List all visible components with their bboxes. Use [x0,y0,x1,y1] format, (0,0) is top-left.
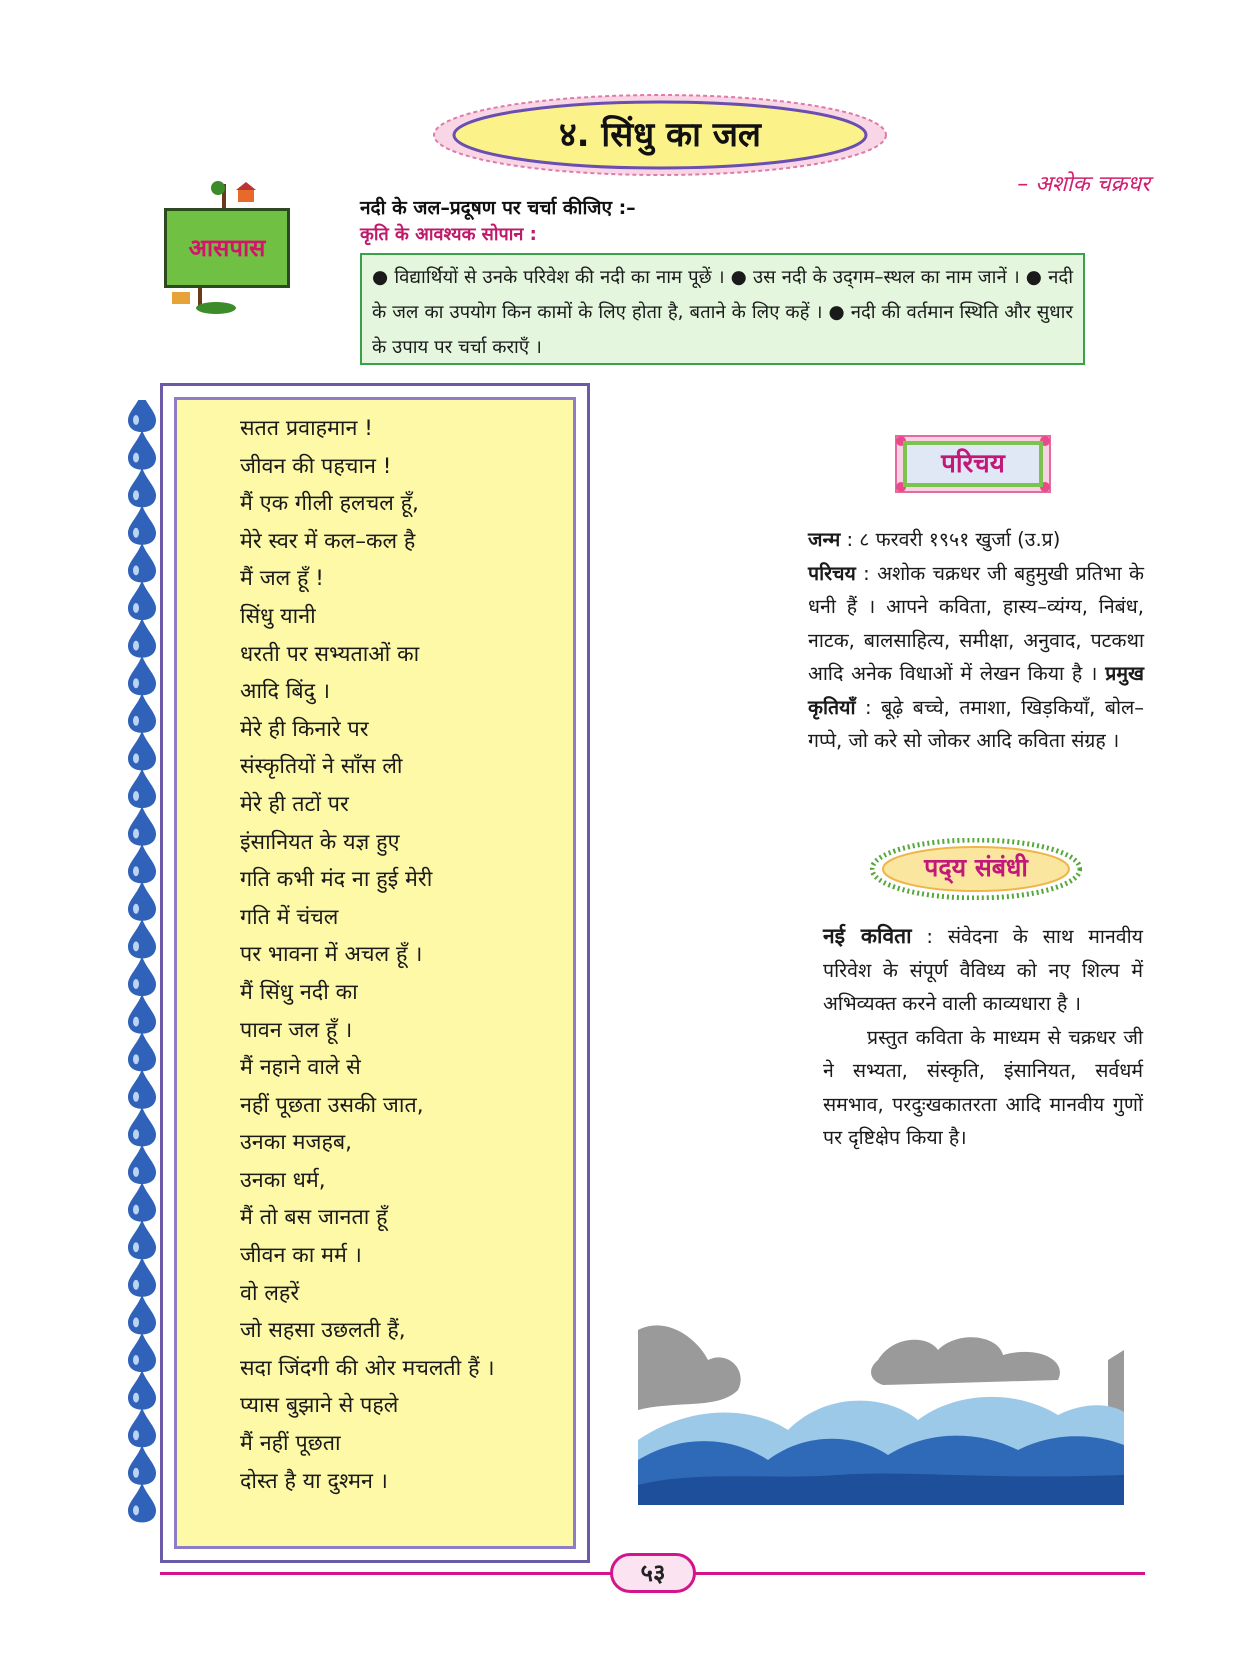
water-drop-icon [128,542,156,582]
poem-line: मेरे स्वर में कल–कल है [240,528,416,554]
poem-line: सदा जिंदगी की ओर मचलती हैं । [240,1355,495,1381]
water-drop-highlight [133,415,139,425]
aaspaas-board-graphic [158,180,298,320]
water-drop-highlight [133,1017,139,1027]
water-drop-highlight [133,490,139,500]
water-drop-icon [128,693,156,733]
note-term: नई कविता [823,924,912,948]
poem-line: प्यास बुझाने से पहले [240,1393,399,1419]
page-number: ५३ [610,1553,696,1593]
water-drops-border [122,400,162,1560]
steps-box: ● विद्यार्थियों से उनके परिवेश की नदी का नाम पूछें । ● उस नदी के उद्‌गम–स्थल का नाम जानें । ● नदी के जल का उपयोग किन कामों के लिए होता है, बताने के लिए कहें । ● नदी की वर्तमान स्थिति और सुधार के उपाय पर चर्चा कराएँ । [360,253,1085,365]
water-drop-icon [128,1106,156,1146]
chapter-title: ४. सिंधु का जल [558,115,761,155]
water-drop-icon [128,1182,156,1222]
poem-line: मैं जल हूँ ! [240,566,324,592]
water-drop-highlight [133,753,139,763]
water-drop-highlight [133,716,139,726]
discussion-heading: नदी के जल–प्रदूषण पर चर्चा कीजिए :– [360,197,636,219]
water-drop-icon [128,730,156,770]
author-name: – अशोक चक्रधर [1017,172,1150,197]
water-drop-highlight [133,1129,139,1139]
water-drop-icon [128,618,156,658]
poem-line: गति कभी मंद ना हुई मेरी [240,867,433,893]
poem-line: संस्कृतियों ने साँस ली [240,754,403,780]
water-drop-highlight [133,791,139,801]
poem-line: सतत प्रवाहमान ! [240,416,373,441]
poem-line: जो सहसा उछलती हैं, [240,1318,406,1344]
water-drop-icon [128,505,156,545]
poem-line: जीवन का मर्म । [240,1243,362,1269]
note-definition: : संवेदना के साथ मानवीय परिवेश के संपूर्ण वैविध्य को नए शिल्प में अभिव्यक्त करने वाली काव्यधारा है । [823,925,1143,1015]
water-drop-highlight [133,1242,139,1252]
poem-line: मैं तो बस जानता हूँ [240,1205,388,1231]
water-drop-icon [128,843,156,883]
water-drop-highlight [133,979,139,989]
water-drop-highlight [133,1430,139,1440]
birth-label: जन्म [808,528,841,551]
water-drop-icon [128,1257,156,1297]
water-drop-icon [128,655,156,695]
works-label: प्रमुख कृतियाँ [808,662,1144,719]
water-drop-highlight [133,904,139,914]
water-drop-highlight [133,1393,139,1403]
poem-line: इंसानियत के यज्ञ हुए [240,829,400,855]
poem-line: मैं नहीं पूछता [240,1431,341,1457]
poem-line: दोस्त है या दुश्मन । [240,1468,388,1494]
water-drop-highlight [133,1355,139,1365]
water-drop-icon [128,1294,156,1334]
water-drop-icon [128,918,156,958]
note-summary: प्रस्तुत कविता के माध्यम से चक्रधर जी ने सभ्यता, संस्कृति, इंसानियत, सर्वधर्म समभाव, परदुःखकातरता आदि मानवीय गुणों पर दृष्टिक्षेप किया है। [823,1025,1143,1149]
water-drop-icon [128,1069,156,1109]
poem-line: मेरे ही तटों पर [240,791,349,817]
author-bio [808,523,1144,758]
water-drop-icon [128,467,156,507]
water-drop-icon [128,400,156,432]
water-drop-icon [128,430,156,470]
water-drop-highlight [133,941,139,951]
poem-line: मैं एक गीली हलचल हूँ, [240,491,419,517]
intro-text: : अशोक चक्रधर जी बहुमुखी प्रतिभा के धनी हैं । आपने कविता, हास्य–व्यंग्य, निबंध, नाटक, बालसाहित्य, समीक्षा, अनुवाद, पटकथा आदि अनेक विधाओं में लेखन किया है । [808,561,1144,685]
poem-line: जीवन की पहचान ! [240,453,392,479]
poem-line: मैं नहाने वाले से [240,1055,361,1081]
poem-line: नहीं पूछता उसकी जात, [240,1092,424,1118]
parichay-label-box [893,433,1053,495]
poetry-note [823,920,1143,1155]
poem-line: मैं सिंधु नदी का [240,979,358,1005]
water-drop-highlight [133,1205,139,1215]
water-drop-highlight [133,1468,139,1478]
water-drop-highlight [133,453,139,463]
water-drop-icon [128,806,156,846]
water-drop-highlight [133,641,139,651]
water-drop-highlight [133,1317,139,1327]
water-drop-icon [128,1332,156,1372]
poem-line: उनका धर्म, [240,1167,326,1193]
poem-line: वो लहरें [240,1280,300,1306]
parichay-label: परिचय [903,441,1043,487]
water-drop-highlight [133,528,139,538]
intro-label: परिचय [808,561,856,585]
water-drop-highlight [133,866,139,876]
poem-line: गति में चंचल [240,904,339,930]
birth-text: : ८ फरवरी १९५१ खुर्जा (उ.प्र) [840,528,1061,551]
water-drop-icon [128,1482,156,1522]
steps-heading: कृति के आवश्यक सोपान : [360,224,537,245]
poem-line: धरती पर सभ्यताओं का [240,641,420,667]
water-drop-highlight [133,1092,139,1102]
water-drop-icon [128,881,156,921]
poem-line: मेरे ही किनारे पर [240,716,369,742]
water-drop-icon [128,1031,156,1071]
poem-text [240,410,570,1500]
water-drop-icon [128,768,156,808]
water-drop-highlight [133,1167,139,1177]
padya-label: पद्‍य संबंधी [924,853,1028,882]
water-drop-icon [128,1219,156,1259]
water-drop-highlight [133,829,139,839]
water-drop-highlight [133,678,139,688]
water-drop-icon [128,994,156,1034]
aaspaas-label: आसपास [164,208,290,288]
water-drop-icon [128,1445,156,1485]
water-drop-highlight [133,603,139,613]
water-drop-icon [128,580,156,620]
water-drop-icon [128,956,156,996]
padya-label-box [870,838,1082,900]
water-drop-icon [128,1407,156,1447]
river-waves-illustration [638,1320,1124,1505]
poem-line: पर भावना में अचल हूँ । [240,942,423,968]
poem-line: पावन जल हूँ । [240,1017,353,1043]
water-drop-highlight [133,1505,139,1515]
chapter-title-banner [430,92,890,178]
works-text: : बूढ़े बच्चे, तमाशा, खिड़कियाँ, बोल–गप्पे, जो करे सो जोकर आदि कविता संग्रह । [808,695,1144,752]
water-drop-highlight [133,1054,139,1064]
water-drop-icon [128,1144,156,1184]
poem-line: उनका मजहब, [240,1130,352,1156]
poem-line: आदि बिंदु । [240,679,331,705]
water-drop-icon [128,1370,156,1410]
water-drop-highlight [133,565,139,575]
poem-line: सिंधु यानी [240,603,316,629]
water-drop-highlight [133,1280,139,1290]
